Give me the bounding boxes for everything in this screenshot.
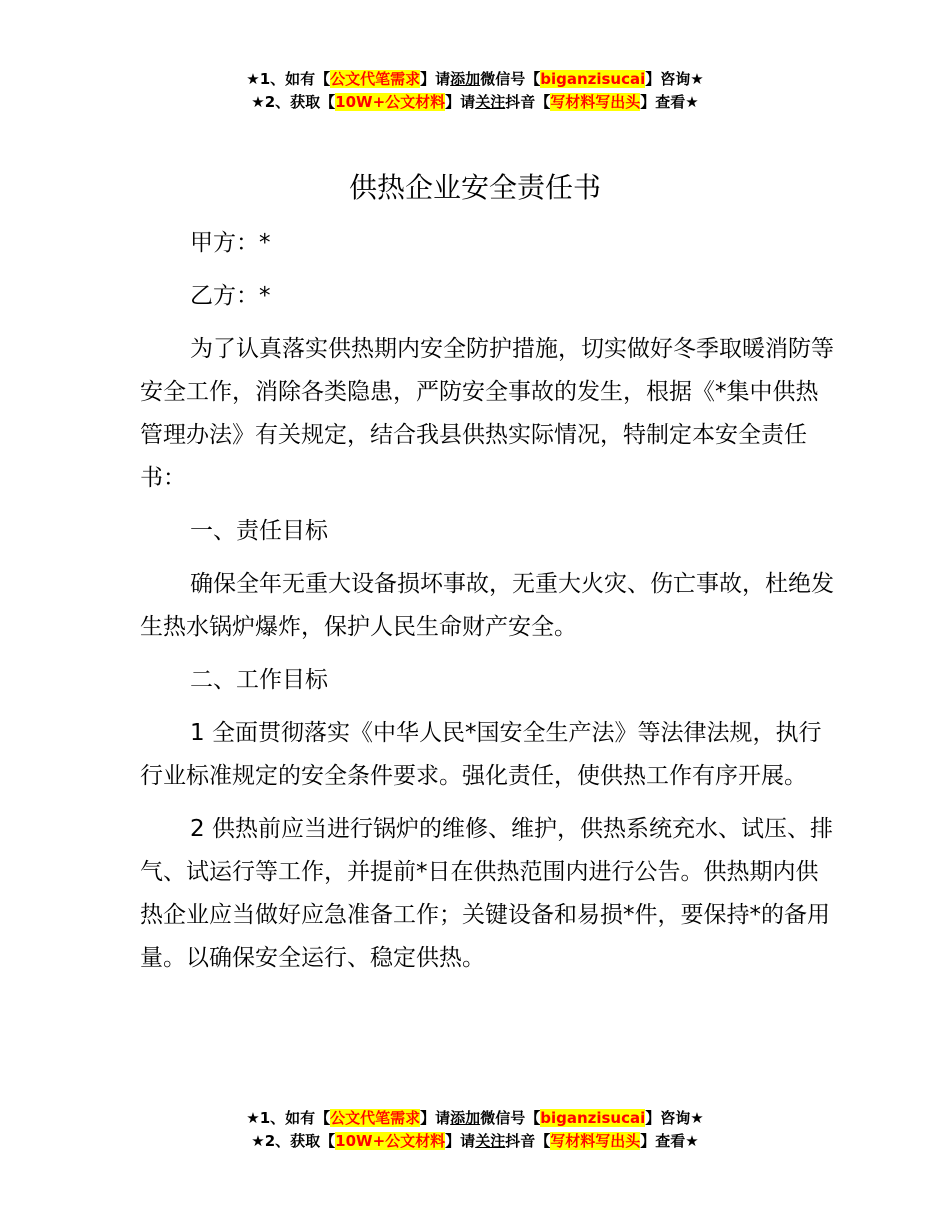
highlight-text: 10W+公文材料 [335, 1132, 446, 1150]
banner-text: 抖音【 [505, 1132, 551, 1150]
wechat-id: biganzisucai [540, 70, 646, 88]
underlined-text: 添加 [450, 70, 481, 88]
document-body [140, 222, 840, 990]
banner-text: 】请 [420, 1109, 451, 1127]
wechat-id: biganzisucai [540, 1109, 646, 1127]
item-1-paragraph: 1 全面贯彻落实《中华人民*国安全生产法》等法律法规，执行行业标准规定的安全条件要求。强化责任，使供热工作有序开展。 [140, 720, 822, 789]
banner-text: 2、获取【 [264, 1132, 336, 1150]
banner-text: 】请 [445, 93, 476, 111]
star-icon: ★ [246, 1109, 260, 1127]
banner-line-1 [0, 68, 950, 91]
banner-line-1 [0, 1107, 950, 1130]
banner-line-2 [0, 1130, 950, 1153]
banner-text: 1、如有【 [259, 1109, 331, 1127]
header-banner [0, 68, 950, 114]
douyin-account: 写材料写出头 [550, 93, 641, 111]
banner-text: 2、获取【 [264, 93, 336, 111]
underlined-text: 添加 [450, 1109, 481, 1127]
intro-paragraph: 为了认真落实供热期内安全防护措施，切实做好冬季取暖消防等安全工作，消除各类隐患，严防安全事故的发生，根据《*集中供热管理办法》有关规定，结合我县供热实际情况，特制定本安全责任书： [140, 336, 834, 491]
star-icon: ★ [690, 1109, 704, 1127]
item-2-paragraph: 2 供热前应当进行锅炉的维修、维护，供热系统充水、试压、排气、试运行等工作，并提前*日在供热范围内进行公告。供热期内供热企业应当做好应急准备工作；关键设备和易损*件，要保持*的备用量。以确保安全运行、稳定供热。 [140, 816, 833, 971]
star-icon: ★ [685, 93, 699, 111]
underlined-text: 关注 [475, 93, 506, 111]
section-heading-1: 一、责任目标 [190, 518, 328, 544]
party-b: 乙方：* [190, 283, 271, 309]
highlight-text: 10W+公文材料 [335, 93, 446, 111]
star-icon: ★ [246, 70, 260, 88]
star-icon: ★ [251, 93, 265, 111]
banner-text: 】请 [445, 1132, 476, 1150]
banner-text: 】请 [420, 70, 451, 88]
banner-text: 抖音【 [505, 93, 551, 111]
star-icon: ★ [690, 70, 704, 88]
banner-text: 微信号【 [480, 70, 541, 88]
footer-banner [0, 1107, 950, 1153]
douyin-account: 写材料写出头 [550, 1132, 641, 1150]
star-icon: ★ [251, 1132, 265, 1150]
banner-text: 】咨询 [645, 70, 691, 88]
banner-text: 】查看 [640, 93, 686, 111]
banner-text: 】查看 [640, 1132, 686, 1150]
section-heading-2: 二、工作目标 [190, 667, 328, 693]
document-title: 供热企业安全责任书 [348, 171, 601, 204]
highlight-text: 公文代笔需求 [330, 70, 421, 88]
underlined-text: 关注 [475, 1132, 506, 1150]
banner-text: 1、如有【 [259, 70, 331, 88]
banner-text: 】咨询 [645, 1109, 691, 1127]
section-1-paragraph: 确保全年无重大设备损坏事故，无重大火灾、伤亡事故，杜绝发生热水锅炉爆炸，保护人民生命财产安全。 [140, 571, 834, 640]
party-a: 甲方：* [190, 230, 271, 256]
star-icon: ★ [685, 1132, 699, 1150]
banner-line-2 [0, 91, 950, 114]
highlight-text: 公文代笔需求 [330, 1109, 421, 1127]
banner-text: 微信号【 [480, 1109, 541, 1127]
